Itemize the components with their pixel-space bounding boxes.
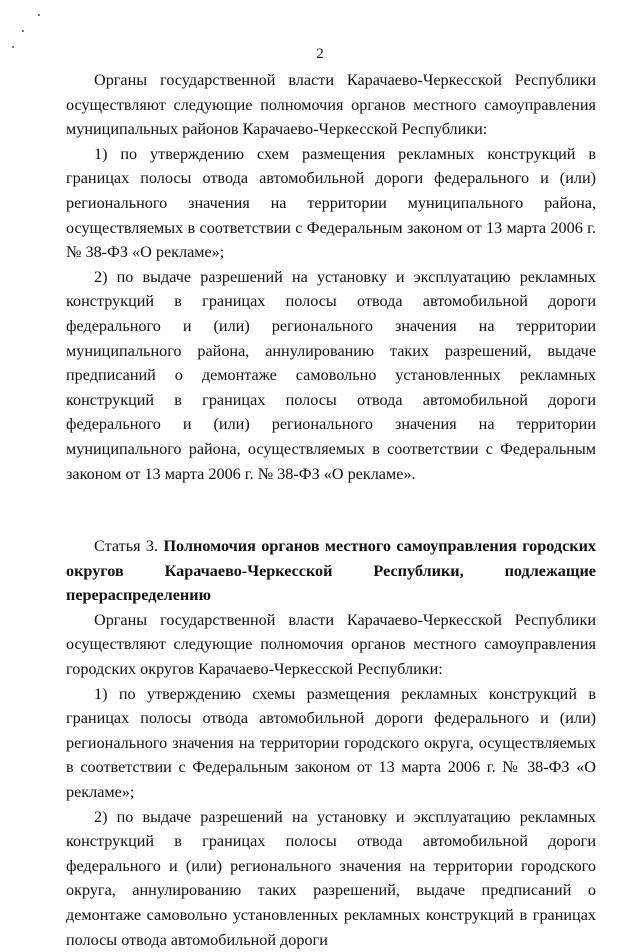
- article-3-title: Полномочия органов местного самоуправления городских округов Карачаево-Черкесской Республики, подлежащие перераспределению: [66, 537, 597, 605]
- article-3-heading: [66, 534, 596, 608]
- paragraph-city-okrugs-item-2: 2) по выдаче разрешений на установку и эксплуатацию рекламных конструкций в границах полосы отвода автомобильной дороги федерального и (или) регионального значения на территории городского округа, аннулированию таких разрешений, выдаче предписаний о демонтаже самовольно установленных рекламных конструкций в границах полосы отвода автомобильной дороги: [66, 807, 596, 949]
- spacer: [66, 486, 596, 510]
- scan-speck: [22, 30, 24, 32]
- scan-speck: [38, 14, 40, 16]
- article-3-number: Статья 3.: [94, 537, 159, 556]
- document-body: [66, 68, 596, 952]
- paragraph-districts-item-1: 1) по утверждению схем размещения рекламных конструкций в границах полосы отвода автомобильной дороги федерального и (или) регионального значения на территории муниципального района, осуществляемых в соответствии с Федеральным законом от 13 марта 2006 г. № 38-ФЗ «О рекламе»;: [66, 144, 596, 262]
- paragraph-intro-city-okrugs: Органы государственной власти Карачаево-Черкесской Республики осуществляют следующие полномочия органов местного самоуправления городских округов Карачаево-Черкесской Республики:: [66, 610, 596, 679]
- page-number: 2: [316, 46, 324, 62]
- paragraph-districts-item-2: 2) по выдаче разрешений на установку и эксплуатацию рекламных конструкций в границах полосы отвода автомобильной дороги федерального и (или) регионального значения на территории муниципального района, аннулированию таких разрешений, выдаче предписаний о демонтаже самовольно установленных рекламных конструкций в границах полосы отвода автомобильной дороги федерального и (или) регионального значения на территории муниципального района, осуществляемых в соответствии с Федеральным законом от 13 марта 2006 г. № 38-ФЗ «О рекламе».: [66, 267, 596, 483]
- spacer: [66, 510, 596, 534]
- paragraph-city-okrugs-item-1: 1) по утверждению схемы размещения рекламных конструкций в границах полосы отвода автомобильной дороги федерального и (или) регионального значения на территории городского округа, осуществляемых в соответствии с Федеральным законом от 13 марта 2006 г. № 38-ФЗ «О рекламе»;: [66, 684, 596, 802]
- paragraph-intro-districts: Органы государственной власти Карачаево-Черкесской Республики осуществляют следующие полномочия органов местного самоуправления муниципальных районов Карачаево-Черкесской Республики:: [66, 71, 596, 139]
